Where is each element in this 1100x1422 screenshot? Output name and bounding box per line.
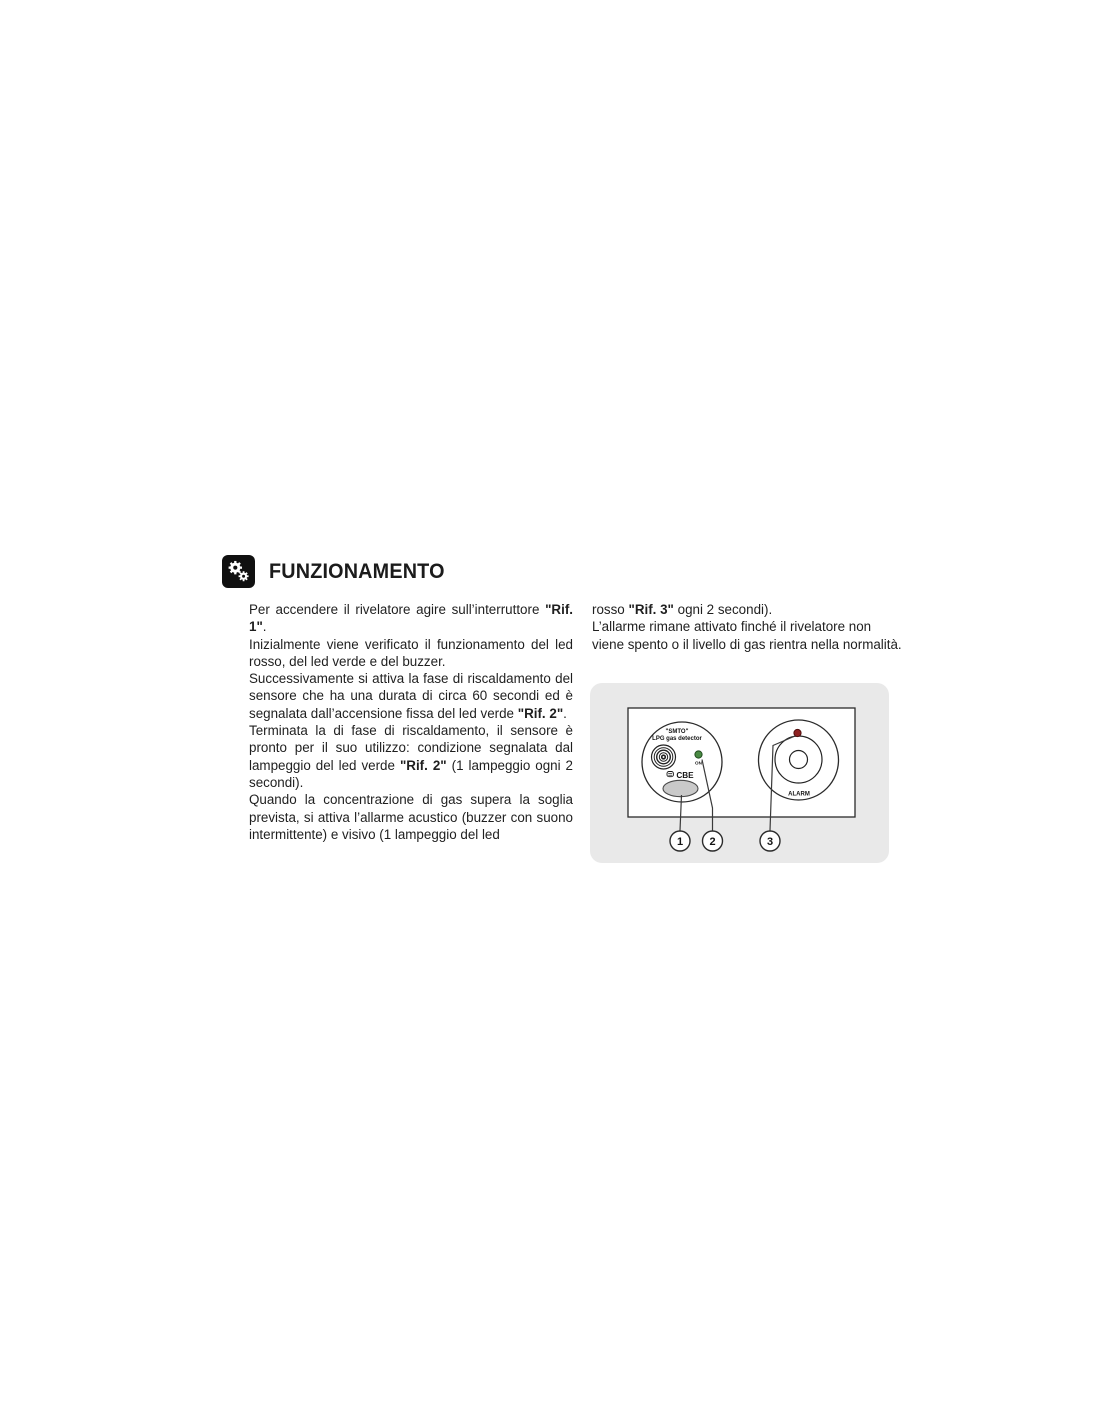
callout-3-number: 3 bbox=[766, 836, 774, 848]
callout-2-number: 2 bbox=[709, 836, 716, 848]
gas-detector-unit bbox=[642, 722, 722, 802]
body-text-left-column bbox=[249, 601, 573, 843]
callout-2 bbox=[703, 831, 723, 851]
detector-subtitle-label: LPG gas detector bbox=[652, 736, 702, 742]
body-text-right-column bbox=[592, 601, 904, 653]
paragraph-alarm: Quando la concentrazione di gas supera la soglia prevista, si attiva l’allarme acustico (buzzer con suono intermittente) e visivo (1 lampeggio del led bbox=[249, 792, 573, 842]
detector-model-label: "SMTO" bbox=[665, 729, 689, 735]
paragraph-alarm-continued: rosso "Rif. 3" ogni 2 secondi). bbox=[592, 602, 773, 617]
power-switch bbox=[663, 780, 698, 796]
red-led bbox=[794, 729, 801, 736]
paragraph-self-test: Inizialmente viene verificato il funzionamento del led rosso, del led verde e del buzzer. bbox=[249, 636, 573, 669]
callout-1-number: 1 bbox=[676, 836, 684, 848]
on-led-label: ON bbox=[695, 760, 702, 766]
gears-icon bbox=[222, 555, 255, 588]
section-title: FUNZIONAMENTO bbox=[269, 559, 445, 583]
callout-3 bbox=[760, 831, 780, 851]
alarm-buzzer-unit bbox=[759, 720, 839, 800]
device-figure bbox=[590, 683, 889, 863]
alarm-label: ALARM bbox=[788, 791, 810, 798]
paragraph-warmup: Successivamente si attiva la fase di riscaldamento del sensore che ha una durata di circa 60 secondi ed è segnalata dall’accensione fissa del led verde "Rif. 2". bbox=[249, 671, 573, 721]
paragraph-alarm-reset: L’allarme rimane attivato finché il rivelatore non viene spento o il livello di gas rientra nella normalità. bbox=[592, 619, 902, 652]
paragraph-ready: Terminata la di fase di riscaldamento, il sensore è pronto per il suo utilizzo: condizione segnalata dal lampeggio del led verde "Rif. 2" (1 lampeggio ogni 2 secondi). bbox=[249, 723, 574, 790]
brand-label: CBE bbox=[676, 771, 694, 780]
callout-1 bbox=[670, 831, 690, 851]
section-header bbox=[222, 555, 460, 588]
green-led bbox=[695, 751, 702, 758]
paragraph-power-on: Per accendere il rivelatore agire sull’interruttore "Rif. 1". bbox=[249, 602, 573, 635]
